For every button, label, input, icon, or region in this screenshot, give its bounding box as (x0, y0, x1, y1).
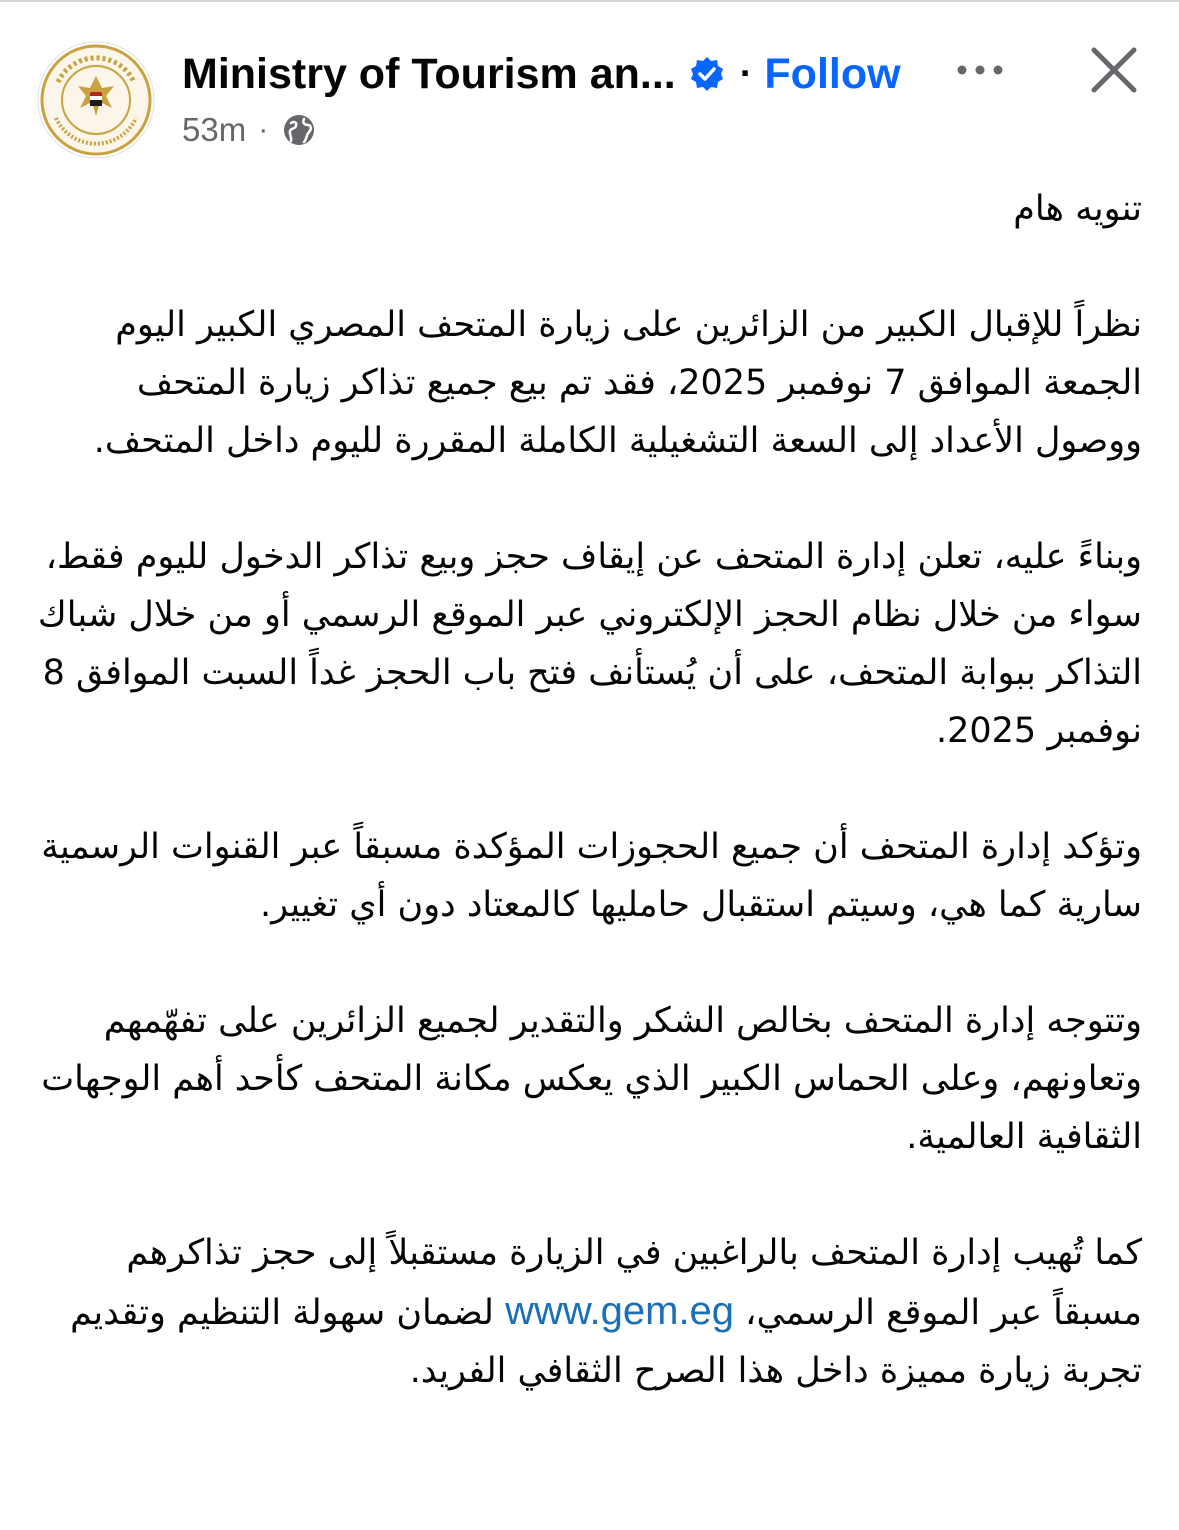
verified-badge-icon (688, 55, 726, 93)
post-title: تنويه هام (1013, 189, 1142, 229)
timestamp[interactable]: 53m (182, 111, 247, 148)
globe-icon (282, 113, 316, 147)
meta-separator: · (258, 113, 269, 146)
page-name[interactable]: Ministry of Tourism an... (182, 49, 676, 98)
paragraph-5-end: لضمان سهولة التنظيم وتقديم تجربة زيارة مميزة داخل هذا الصرح الثقافي الفريد. (70, 1293, 1142, 1391)
follow-button[interactable]: Follow (764, 49, 901, 98)
website-link[interactable]: www.gem.eg (505, 1289, 735, 1333)
post-paragraph-5 (30, 1224, 1142, 1400)
paragraph-5-start: كما تُهيب إدارة المتحف بالراغبين في الزيارة مستقبلاً إلى حجز تذاكرهم مسبقاً عبر الموقع الرسمي، (126, 1233, 1142, 1333)
more-options-icon[interactable] (952, 50, 1012, 90)
post-header (0, 0, 1179, 170)
post-paragraph-2: وبناءً عليه، تعلن إدارة المتحف عن إيقاف حجز وبيع تذاكر الدخول لليوم فقط، سواء من خلال نظام الحجز الإلكتروني عبر الموقع الرسمي أو من خلال شباك التذاكر ببوابة المتحف، على أن يُستأنف فتح باب الحجز غداً السبت الموافق 8 نوفمبر 2025. (37, 537, 1142, 751)
avatar[interactable] (36, 40, 156, 160)
post-paragraph-4: وتتوجه إدارة المتحف بخالص الشكر والتقدير لجميع الزائرين على تفهّمهم وتعاونهم، وعلى الحماس الكبير الذي يعكس مكانة المتحف كأحد أهم الوجهات الثقافية العالمية. (41, 1001, 1142, 1157)
post-paragraph-1: نظراً للإقبال الكبير من الزائرين على زيارة المتحف المصري الكبير اليوم الجمعة الموافق 7 نوفمبر 2025، فقد تم بيع جميع تذاكر زيارة المتحف ووصول الأعداد إلى السعة التشغيلية الكاملة المقررة لليوم داخل المتحف. (93, 305, 1142, 461)
close-icon[interactable] (1088, 44, 1140, 96)
name-separator: · (739, 52, 753, 95)
post-body (30, 180, 1142, 1458)
name-row (182, 44, 901, 104)
post-meta (182, 108, 316, 152)
ministry-logo-icon (36, 40, 156, 160)
post-paragraph-3: وتؤكد إدارة المتحف أن جميع الحجوزات المؤكدة مسبقاً عبر القنوات الرسمية سارية كما هي، وسيتم استقبال حامليها كالمعتاد دون أي تغيير. (41, 827, 1142, 925)
